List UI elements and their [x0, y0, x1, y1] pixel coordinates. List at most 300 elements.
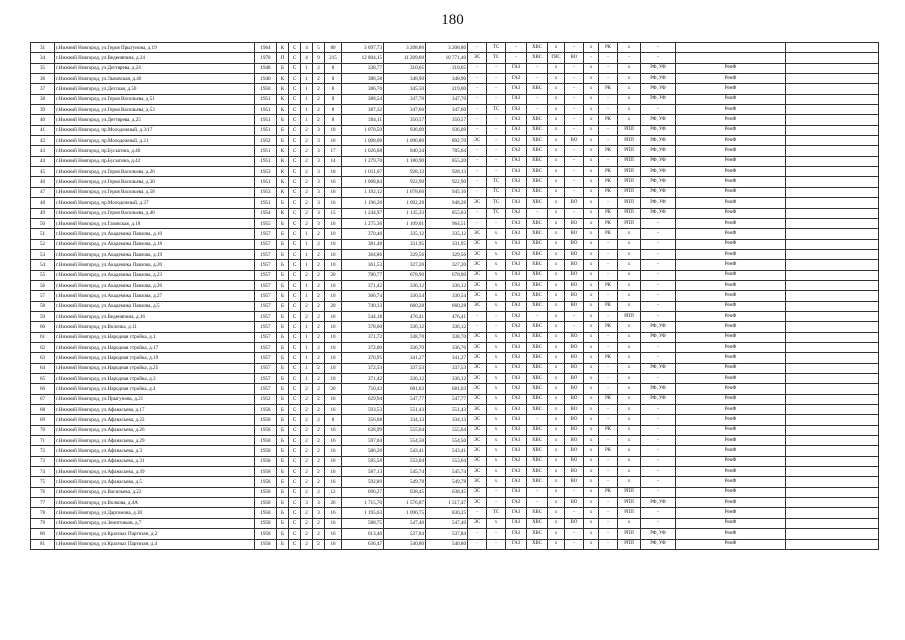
table-cell: х: [584, 508, 599, 518]
table-cell: [676, 43, 786, 53]
table-cell: РПП: [618, 508, 641, 518]
table-cell: х: [618, 477, 641, 487]
table-cell: х: [548, 508, 565, 518]
table-cell: 1 576,87: [384, 498, 426, 508]
table-cell: 3 208,80: [426, 43, 468, 53]
table-cell: ГАЗ: [506, 270, 527, 280]
table-cell: х: [618, 456, 641, 466]
table-cell: х: [487, 415, 506, 425]
table-cell: ГАЗ: [506, 84, 527, 94]
table-cell: ВО: [565, 436, 584, 446]
table-cell: ЭС: [468, 487, 487, 497]
table-cell: РФ, УФ: [641, 136, 676, 146]
table-cell: РемФ: [676, 539, 786, 549]
table-cell: 16: [325, 177, 342, 187]
table-cell: х: [487, 332, 506, 342]
table-cell: 1957: [255, 280, 277, 290]
table-cell: 3: [313, 136, 325, 146]
table-cell: 785,64: [426, 146, 468, 156]
address-cell: г.Нижний Новгород, ул.Газовская, д.18: [55, 218, 255, 228]
table-cell: [786, 498, 879, 508]
table-cell: 366,74: [342, 291, 384, 301]
table-cell: -: [487, 167, 506, 177]
table-cell: С: [289, 311, 301, 321]
table-row: [31, 363, 879, 373]
table-cell: х: [487, 249, 506, 259]
table-cell: 928,13: [384, 167, 426, 177]
table-cell: -: [487, 311, 506, 321]
table-cell: 10: [325, 374, 342, 384]
table-cell: 2: [313, 84, 325, 94]
table-cell: 1953: [255, 167, 277, 177]
table-cell: 948,28: [426, 198, 468, 208]
table-cell: РФ, УФ: [641, 94, 676, 104]
table-cell: х: [618, 115, 641, 125]
table-cell: Б: [277, 394, 289, 404]
table-cell: 376,95: [342, 353, 384, 363]
table-cell: х: [584, 208, 599, 218]
table-cell: -: [599, 63, 618, 73]
table-cell: х: [548, 125, 565, 135]
table-cell: -: [565, 487, 584, 497]
table-cell: 936,09: [384, 125, 426, 135]
table-cell: 1: [301, 63, 313, 73]
table-cell: Б: [277, 280, 289, 290]
table-cell: РПП: [618, 539, 641, 549]
table-cell: 1: [301, 94, 313, 104]
table-cell: х: [618, 301, 641, 311]
row-number-cell: 55: [31, 270, 55, 280]
table-cell: -: [565, 539, 584, 549]
table-cell: 10: [325, 291, 342, 301]
table-cell: С: [289, 353, 301, 363]
table-cell: -: [487, 146, 506, 156]
table-cell: 12 804,15: [342, 53, 384, 63]
table-row: [31, 467, 879, 477]
table-cell: 3: [301, 498, 313, 508]
row-number-cell: 50: [31, 218, 55, 228]
table-cell: -: [641, 446, 676, 456]
table-cell: ГАЗ: [506, 280, 527, 290]
table-cell: [786, 43, 879, 53]
table-cell: РК: [599, 208, 618, 218]
table-cell: х: [548, 477, 565, 487]
table-cell: ЭС: [468, 291, 487, 301]
table-row: [31, 353, 879, 363]
table-cell: 1 092,28: [384, 198, 426, 208]
table-cell: ХВС: [527, 218, 548, 228]
table-row: [31, 84, 879, 94]
table-row: [31, 436, 879, 446]
table-cell: х: [618, 353, 641, 363]
table-cell: х: [584, 94, 599, 104]
table-cell: -: [641, 260, 676, 270]
table-cell: 476,41: [426, 311, 468, 321]
table-cell: [786, 270, 879, 280]
table-cell: 329,56: [426, 249, 468, 259]
table-cell: РемФ: [676, 498, 786, 508]
table-cell: 964,51: [426, 218, 468, 228]
address-cell: г.Нижний Новгород, ул.Народная стройка, д.17: [55, 342, 255, 352]
table-cell: 1958: [255, 446, 277, 456]
table-cell: 543,41: [426, 446, 468, 456]
table-cell: РемФ: [676, 374, 786, 384]
table-cell: х: [618, 425, 641, 435]
address-cell: г.Нижний Новгород, ул.Дегтярева, д.25: [55, 115, 255, 125]
table-cell: -: [641, 270, 676, 280]
table-cell: 945,16: [426, 187, 468, 197]
table-cell: РФ, УФ: [641, 115, 676, 125]
table-cell: ГАЗ: [506, 529, 527, 539]
table-cell: х: [548, 280, 565, 290]
table-cell: 678,90: [384, 270, 426, 280]
table-cell: 1957: [255, 291, 277, 301]
table-cell: 2: [301, 394, 313, 404]
table-cell: х: [618, 374, 641, 384]
table-cell: х: [548, 518, 565, 528]
table-cell: 388,58: [342, 74, 384, 84]
table-cell: 2: [313, 518, 325, 528]
table-cell: Б: [277, 384, 289, 394]
table-cell: С: [289, 105, 301, 115]
table-cell: К: [277, 146, 289, 156]
table-row: [31, 270, 879, 280]
address-cell: г.Нижний Новгород, ул.Академика Павлова, д.26: [55, 280, 255, 290]
table-cell: ГАЗ: [506, 94, 527, 104]
table-cell: 2: [313, 477, 325, 487]
table-cell: 660,28: [384, 301, 426, 311]
table-cell: 8: [325, 115, 342, 125]
table-cell: 1958: [255, 467, 277, 477]
table-cell: 678,90: [426, 270, 468, 280]
table-cell: Б: [277, 487, 289, 497]
table-cell: ВО: [565, 239, 584, 249]
table-cell: х: [618, 436, 641, 446]
table-cell: Б: [277, 260, 289, 270]
table-cell: х: [584, 301, 599, 311]
table-cell: ВО: [565, 218, 584, 228]
table-row: [31, 280, 879, 290]
table-cell: 336,12: [384, 322, 426, 332]
table-cell: х: [618, 260, 641, 270]
table-cell: 12: [325, 487, 342, 497]
table-cell: 2: [313, 332, 325, 342]
table-cell: 1: [301, 84, 313, 94]
table-cell: РК: [599, 146, 618, 156]
table-cell: ЭС: [468, 518, 487, 528]
table-cell: ХВС: [527, 518, 548, 528]
table-cell: 2: [313, 405, 325, 415]
address-cell: г.Нижний Новгород, ул.Васильева, д.22: [55, 487, 255, 497]
table-cell: РемФ: [676, 332, 786, 342]
table-cell: РемФ: [676, 105, 786, 115]
table-cell: [786, 167, 879, 177]
table-cell: -: [527, 498, 548, 508]
table-cell: х: [618, 384, 641, 394]
table-cell: 2: [313, 467, 325, 477]
table-cell: 547,77: [426, 394, 468, 404]
table-cell: х: [548, 291, 565, 301]
address-cell: г.Нижний Новгород, ул.Академика Павлова, д.10: [55, 229, 255, 239]
table-cell: х: [584, 167, 599, 177]
table-cell: С: [289, 63, 301, 73]
table-cell: Б: [277, 436, 289, 446]
table-cell: РФ, УФ: [641, 167, 676, 177]
table-cell: х: [548, 229, 565, 239]
address-cell: г.Нижний Новгород, ул.Дегтярева, д.24: [55, 63, 255, 73]
table-cell: ХВС: [527, 187, 548, 197]
table-cell: х: [584, 363, 599, 373]
table-cell: -: [487, 115, 506, 125]
table-cell: 16: [325, 518, 342, 528]
table-cell: -: [565, 311, 584, 321]
table-cell: 2: [301, 446, 313, 456]
table-cell: С: [289, 218, 301, 228]
address-cell: г.Нижний Новгород, ул.Героя Васильева, д.51: [55, 94, 255, 104]
table-cell: ГАЗ: [506, 332, 527, 342]
table-cell: -: [641, 105, 676, 115]
table-cell: ХВС: [527, 322, 548, 332]
address-cell: г.Нижний Новгород, ул.Прыгунова, д.21: [55, 394, 255, 404]
table-cell: ХВС: [527, 125, 548, 135]
table-cell: 1 279,70: [342, 156, 384, 166]
table-cell: ГАЗ: [506, 239, 527, 249]
table-cell: РемФ: [676, 311, 786, 321]
table-cell: 1950: [255, 84, 277, 94]
table-cell: [786, 280, 879, 290]
table-cell: РемФ: [676, 84, 786, 94]
table-cell: Б: [277, 467, 289, 477]
table-cell: 16: [325, 446, 342, 456]
table-cell: ГАЗ: [506, 508, 527, 518]
row-number-cell: 71: [31, 436, 55, 446]
row-number-cell: 74: [31, 467, 55, 477]
table-cell: 2: [313, 105, 325, 115]
table-cell: [786, 456, 879, 466]
address-cell: г.Нижний Новгород, пр.Бусыгина, д.42: [55, 156, 255, 166]
table-cell: х: [584, 249, 599, 259]
row-number-cell: 37: [31, 84, 55, 94]
row-number-cell: 49: [31, 208, 55, 218]
table-cell: 2: [313, 74, 325, 84]
table-cell: -: [641, 342, 676, 352]
table-cell: РемФ: [676, 394, 786, 404]
table-cell: 551,43: [384, 405, 426, 415]
table-cell: РПП: [618, 198, 641, 208]
table-cell: х: [548, 322, 565, 332]
address-cell: г.Нижний Новгород, ул.Народная стройка, д.1: [55, 332, 255, 342]
table-cell: х: [618, 74, 641, 84]
table-cell: ХВС: [527, 291, 548, 301]
table-cell: ХВС: [527, 353, 548, 363]
table-cell: х: [584, 384, 599, 394]
table-cell: 1 180,90: [384, 156, 426, 166]
row-number-cell: 45: [31, 167, 55, 177]
table-cell: 2: [313, 425, 325, 435]
table-cell: РемФ: [676, 301, 786, 311]
table-cell: [786, 539, 879, 549]
table-cell: х: [584, 229, 599, 239]
row-number-cell: 44: [31, 156, 55, 166]
table-cell: 8: [325, 105, 342, 115]
table-cell: РемФ: [676, 405, 786, 415]
table-cell: 476,41: [384, 311, 426, 321]
table-cell: 549,78: [426, 477, 468, 487]
table-cell: х: [548, 311, 565, 321]
row-number-cell: 72: [31, 446, 55, 456]
table-cell: РК: [599, 353, 618, 363]
table-cell: х: [487, 394, 506, 404]
table-cell: 2: [301, 456, 313, 466]
table-cell: х: [548, 384, 565, 394]
table-cell: -: [468, 322, 487, 332]
table-cell: -: [468, 94, 487, 104]
table-cell: ХВС: [527, 363, 548, 373]
table-cell: -: [468, 63, 487, 73]
table-cell: 1 135,33: [384, 208, 426, 218]
table-cell: ГАЗ: [506, 363, 527, 373]
table-cell: [786, 342, 879, 352]
table-cell: 936,09: [426, 125, 468, 135]
table-cell: 1: [301, 249, 313, 259]
table-cell: [786, 508, 879, 518]
address-cell: г.Нижний Новгород, ул.Академика Павлова, д.19: [55, 249, 255, 259]
table-cell: РемФ: [676, 508, 786, 518]
table-cell: ГАЗ: [506, 436, 527, 446]
table-cell: ТС: [487, 43, 506, 53]
address-cell: г.Нижний Новгород, ул.Героя Васильева, д.30: [55, 177, 255, 187]
table-cell: 341,27: [384, 353, 426, 363]
table-cell: -: [641, 415, 676, 425]
table-cell: ЭС: [468, 415, 487, 425]
table-cell: РПП: [618, 208, 641, 218]
table-cell: -: [468, 156, 487, 166]
table-cell: 337,53: [384, 363, 426, 373]
table-cell: РФ, УФ: [641, 332, 676, 342]
table-cell: 347,70: [426, 94, 468, 104]
table-cell: х: [487, 384, 506, 394]
table-cell: ВО: [565, 270, 584, 280]
table-cell: 1978: [255, 53, 277, 63]
table-cell: 356,08: [342, 415, 384, 425]
table-cell: 547,77: [384, 394, 426, 404]
table-cell: ХВС: [527, 239, 548, 249]
table-cell: 336,12: [426, 374, 468, 384]
table-cell: -: [565, 167, 584, 177]
table-cell: С: [289, 363, 301, 373]
table-cell: 330,54: [384, 291, 426, 301]
table-cell: ГАЗ: [506, 198, 527, 208]
table-cell: ВО: [565, 301, 584, 311]
table-cell: х: [487, 374, 506, 384]
table-cell: [786, 249, 879, 259]
table-cell: -: [641, 477, 676, 487]
table-cell: 3: [313, 167, 325, 177]
table-cell: Б: [277, 456, 289, 466]
table-cell: 20: [325, 384, 342, 394]
table-cell: ГАЗ: [506, 187, 527, 197]
table-cell: РПП: [618, 498, 641, 508]
table-cell: х: [584, 529, 599, 539]
table-cell: 1958: [255, 539, 277, 549]
table-row: [31, 384, 879, 394]
table-cell: ЭС: [468, 301, 487, 311]
table-cell: -: [487, 498, 506, 508]
table-cell: ГАЗ: [506, 467, 527, 477]
table-cell: 8: [325, 84, 342, 94]
table-cell: 1: [301, 374, 313, 384]
table-row: [31, 260, 879, 270]
table-cell: 1957: [255, 384, 277, 394]
table-cell: 2: [301, 436, 313, 446]
table-cell: [676, 53, 786, 63]
table-cell: 219,00: [426, 84, 468, 94]
table-cell: ГАЗ: [506, 425, 527, 435]
table-cell: С: [289, 74, 301, 84]
table-cell: -: [599, 405, 618, 415]
row-number-cell: 69: [31, 415, 55, 425]
table-cell: К: [277, 187, 289, 197]
table-cell: 2: [301, 146, 313, 156]
row-number-cell: 81: [31, 539, 55, 549]
table-cell: 347,60: [384, 105, 426, 115]
table-cell: ГАЗ: [506, 487, 527, 497]
table-cell: 337,53: [426, 363, 468, 373]
table-cell: 1958: [255, 415, 277, 425]
table-cell: ГАЗ: [506, 498, 527, 508]
table-cell: 1 244,97: [342, 208, 384, 218]
address-cell: г.Нижний Новгород, ул.Академика Павлова, д.23: [55, 270, 255, 280]
table-cell: 922,90: [384, 177, 426, 187]
table-cell: 1951: [255, 177, 277, 187]
table-cell: ГАЗ: [506, 167, 527, 177]
table-cell: 1953: [255, 187, 277, 197]
table-cell: [786, 425, 879, 435]
table-cell: ВО: [565, 332, 584, 342]
table-cell: 334,13: [426, 415, 468, 425]
table-cell: С: [289, 270, 301, 280]
table-cell: 540,80: [426, 539, 468, 549]
table-cell: РемФ: [676, 260, 786, 270]
table-cell: РФ, УФ: [641, 394, 676, 404]
table-cell: ГАЗ: [506, 539, 527, 549]
address-cell: г.Нижний Новгород, ул.Афанасьева, д.22: [55, 415, 255, 425]
table-cell: х: [548, 363, 565, 373]
table-cell: 2: [313, 394, 325, 404]
table-cell: -: [599, 249, 618, 259]
table-cell: 3 697,73: [342, 43, 384, 53]
table-cell: 537,84: [426, 529, 468, 539]
table-cell: 1951: [255, 94, 277, 104]
table-cell: 348,90: [426, 74, 468, 84]
table-cell: -: [599, 74, 618, 84]
table-cell: х: [618, 446, 641, 456]
table-cell: 1957: [255, 363, 277, 373]
table-cell: 341,27: [426, 353, 468, 363]
table-cell: РемФ: [676, 146, 786, 156]
table-cell: ГАЗ: [506, 374, 527, 384]
table-cell: 15: [325, 208, 342, 218]
table-cell: 543,41: [384, 446, 426, 456]
table-cell: -: [641, 229, 676, 239]
table-cell: ЭС: [468, 363, 487, 373]
table-cell: РФ, УФ: [641, 146, 676, 156]
table-cell: х: [487, 436, 506, 446]
table-cell: [786, 125, 879, 135]
table-cell: 2: [313, 260, 325, 270]
table-cell: РПП: [618, 218, 641, 228]
table-cell: ХВС: [527, 280, 548, 290]
